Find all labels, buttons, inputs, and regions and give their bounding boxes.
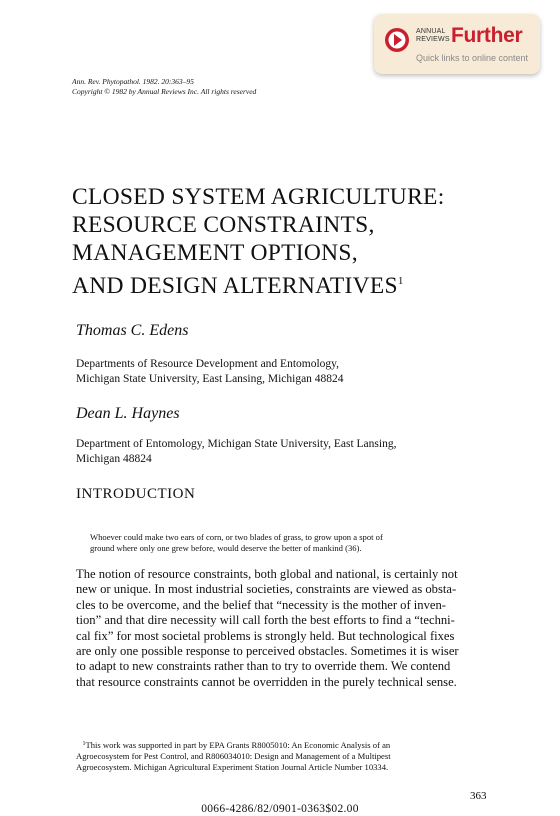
body-paragraph (76, 567, 496, 690)
body-line: cal fix” for most societal problems is strongly held. But technological fixes (76, 628, 455, 643)
epigraph-line: ground where only one grew before, would deserve the better of mankind (36). (90, 543, 362, 553)
title-line: RESOURCE CONSTRAINTS, (72, 212, 375, 238)
footnote (76, 739, 496, 774)
epigraph-quote (90, 532, 490, 554)
copyright-line: Copyright © 1982 by Annual Reviews Inc. All rights reserved (72, 87, 257, 96)
footnote-line: Agroecosystem. Michigan Agricultural Experiment Station Journal Article Number 10334. (76, 762, 389, 773)
annual-reviews-logo-icon (384, 27, 410, 53)
journal-citation (72, 77, 256, 97)
affiliation-line: Michigan 48824 (76, 453, 152, 465)
title-line-last (72, 267, 512, 300)
badge-brand-small (416, 28, 450, 44)
body-line: cles to be overcome, and the belief that “necessity is the mother of inven- (76, 597, 446, 612)
footnote-text: This work was supported in part by EPA Grants R8005010: An Economic Analysis of an (85, 740, 391, 750)
title-line: MANAGEMENT OPTIONS, (72, 240, 358, 266)
body-line: The notion of resource constraints, both global and national, is certainly not (76, 567, 458, 581)
affiliation-line: Departments of Resource Development and Entomology, (76, 358, 340, 370)
author-affiliation (76, 357, 344, 387)
citation-line: Ann. Rev. Phytopathol. 1982. 20:363–95 (72, 77, 194, 86)
price-code: 0066-4286/82/0901-0363$02.00 (201, 803, 359, 815)
title-line: CLOSED SYSTEM AGRICULTURE: (72, 184, 445, 210)
section-heading: INTRODUCTION (76, 486, 196, 502)
affiliation-line: Department of Entomology, Michigan State University, East Lansing, (76, 438, 397, 450)
body-line: to adapt to new constraints rather than to try to override them. We contend (76, 659, 451, 674)
footnote-line: Agroecosystem for Pest Control, and R806034010: Design and Management of a Multipest (76, 751, 391, 762)
article-title (72, 183, 512, 300)
further-badge[interactable] (374, 14, 540, 74)
badge-quick-links[interactable]: Quick links to online content (416, 53, 529, 63)
body-line: new or unique. In most industrial societies, constraints are viewed as obsta- (76, 582, 457, 597)
footnote-mark: 1 (82, 741, 86, 747)
page-number: 363 (470, 790, 487, 802)
badge-further-label[interactable]: Further (451, 24, 523, 47)
title-footnote-mark[interactable]: 1 (397, 275, 404, 287)
body-line: are only one possible response to perceived obstacles. Sometimes it is wiser (76, 644, 459, 659)
badge-small-line1: ANNUAL (416, 28, 446, 35)
body-line: that resource constraints cannot be overridden in the purely technical sense. (76, 674, 457, 689)
footnote-line (76, 739, 496, 751)
author-name: Dean L. Haynes (76, 405, 180, 422)
epigraph-line: Whoever could make two ears of corn, or two blades of grass, to grow upon a spot of (90, 532, 383, 542)
title-line-text: AND DESIGN ALTERNATIVES (72, 273, 398, 299)
author-affiliation (76, 437, 396, 467)
body-line: tion” and that dire necessity will call forth the best efforts to find a “techni- (76, 613, 455, 628)
author-name: Thomas C. Edens (76, 322, 189, 339)
badge-small-line2: REVIEWS (416, 36, 450, 43)
affiliation-line: Michigan State University, East Lansing, Michigan 48824 (76, 373, 344, 385)
